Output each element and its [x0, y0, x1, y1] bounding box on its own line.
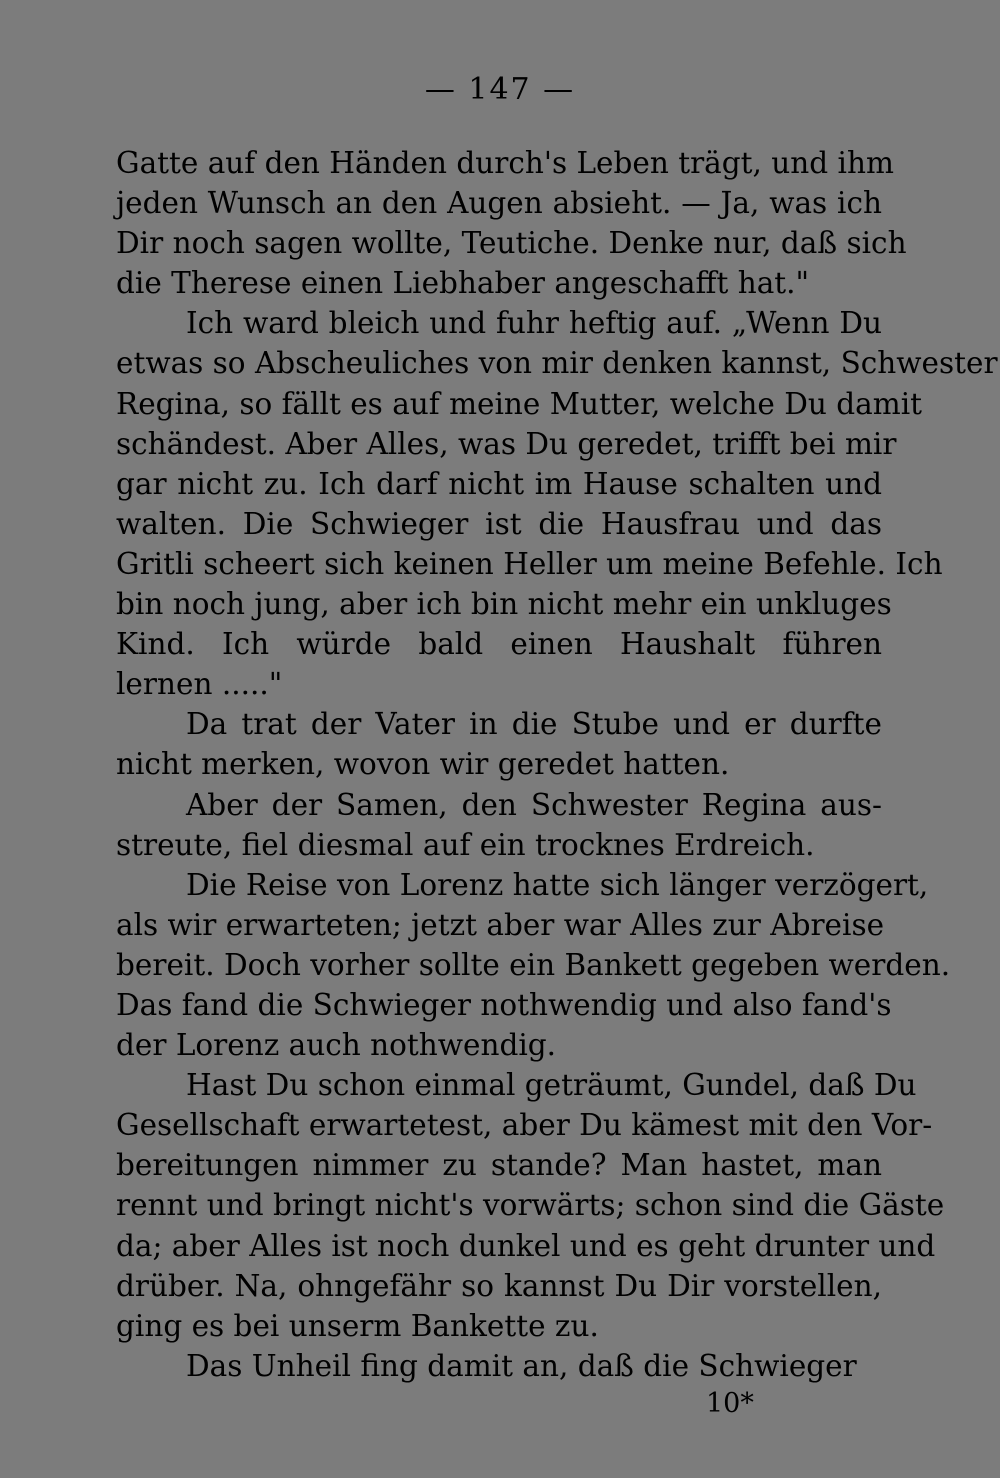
paragraph [116, 1065, 945, 1346]
text-line: da; aber Alles ist noch dunkel und es geht drunter und [116, 1228, 936, 1263]
text-line: die Therese einen Liebhaber angeschafft hat." [116, 266, 810, 301]
text-line: Kind. Ich würde bald einen Haushalt führen [116, 627, 882, 662]
text-line: streute, fiel diesmal auf ein trocknes Erdreich. [116, 827, 815, 862]
text-line: Die Reise von Lorenz hatte sich länger verzögert, [186, 867, 929, 902]
paragraph [116, 303, 998, 704]
text-line: jeden Wunsch an den Augen absieht. — Ja, was ich [116, 186, 882, 221]
text-line: Regina, so fällt es auf meine Mutter, welche Du damit [116, 386, 923, 421]
text-line: bereit. Doch vorher sollte ein Bankett gegeben werden. [116, 947, 951, 982]
text-line: nicht merken, wovon wir geredet hatten. [116, 747, 730, 782]
text-line: walten. Die Schwieger ist die Hausfrau und das [116, 506, 882, 541]
paragraph [116, 785, 882, 865]
text-line: Das fand die Schwieger nothwendig und also fand's [116, 987, 892, 1022]
text-line: etwas so Abscheuliches von mir denken kannst, Schwester [116, 346, 998, 381]
text-line: ging es bei unserm Bankette zu. [116, 1308, 599, 1343]
text-line: Da trat der Vater in die Stube und er durfte [186, 707, 882, 742]
text-line: schändest. Aber Alles, was Du geredet, trifft bei mir [116, 426, 897, 461]
paragraph [116, 865, 951, 1065]
text-line: bereitungen nimmer zu stande? Man hastet, man [116, 1148, 882, 1183]
text-line: Gatte auf den Händen durch's Leben trägt, und ihm [116, 146, 894, 180]
text-line: der Lorenz auch nothwendig. [116, 1028, 557, 1063]
text-line: lernen ....." [116, 667, 283, 702]
text-line: Dir noch sagen wollte, Teutiche. Denke nur, daß sich [116, 226, 907, 261]
paragraph [116, 1346, 882, 1386]
body-text [116, 143, 998, 1386]
text-line: gar nicht zu. Ich darf nicht im Hause schalten und [116, 466, 882, 501]
text-line: Ich ward bleich und fuhr heftig auf. „Wenn Du [186, 306, 882, 341]
page-number: — 147 — [424, 72, 576, 107]
text-line: Gritli scheert sich keinen Heller um meine Befehle. Ich [116, 546, 943, 581]
text-line: drüber. Na, ohngefähr so kannst Du Dir vorstellen, [116, 1268, 882, 1303]
text-line: Hast Du schon einmal geträumt, Gundel, daß Du [186, 1068, 917, 1103]
text-line: bin noch jung, aber ich bin nicht mehr ein unkluges [116, 587, 892, 622]
signature-mark: 10* [706, 1388, 754, 1419]
text-line: rennt und bringt nicht's vorwärts; schon sind die Gäste [116, 1188, 945, 1223]
text-line: Gesellschaft erwartetest, aber Du kämest mit den Vor- [116, 1108, 933, 1143]
text-line: Aber der Samen, den Schwester Regina aus- [186, 787, 882, 822]
paragraph [116, 143, 907, 303]
text-line: als wir erwarteten; jetzt aber war Alles zur Abreise [116, 907, 885, 942]
paragraph [116, 704, 882, 784]
text-line: Das Unheil fing damit an, daß die Schwieger [186, 1348, 857, 1383]
